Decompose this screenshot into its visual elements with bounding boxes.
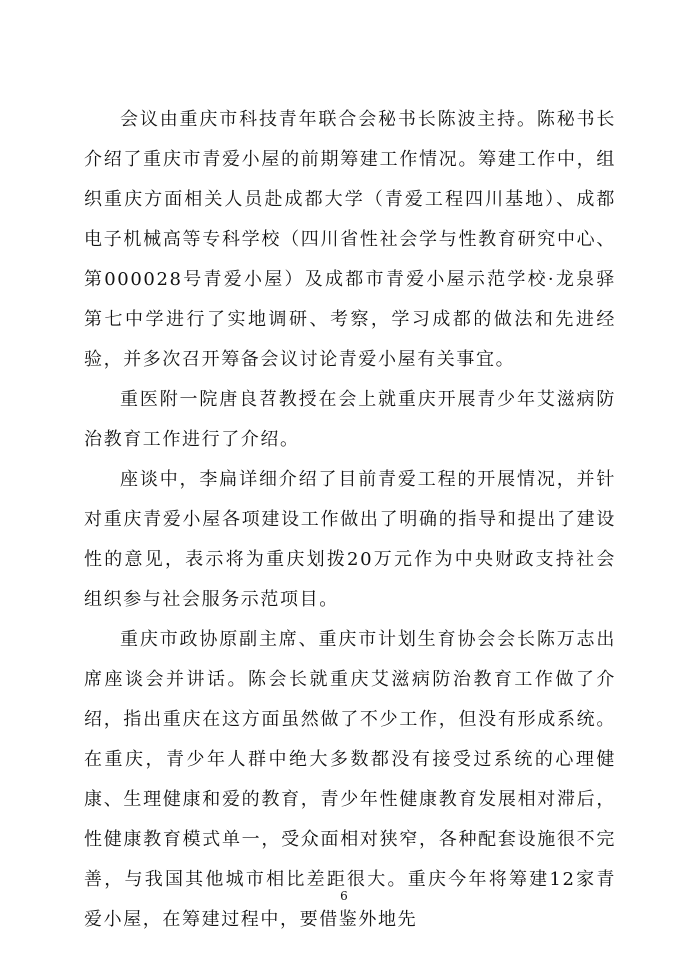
document-body	[84, 100, 616, 940]
page-number: 6	[340, 889, 348, 903]
paragraph-tang-professor: 重医附一院唐良苕教授在会上就重庆开展青少年艾滋病防治教育工作进行了介绍。	[84, 389, 616, 450]
paragraph-meeting-intro: 会议由重庆市科技青年联合会秘书长陈波主持。陈秘书长介绍了重庆市青爱小屋的前期筹建工作情况。筹建工作中，组织重庆方面相关人员赴成都大学（青爱工程四川基地）、成都电子机械高等专科学校（四川省性社会学与性教育研究中心、第000028号青爱小屋）及成都市青爱小屋示范学校·龙泉驿第七中学进行了实地调研、考察，学习成都的做法和先进经验，并多次召开筹备会议讨论青爱小屋有关事宜。	[84, 109, 616, 370]
paragraph-li-bian: 座谈中，李扁详细介绍了目前青爱工程的开展情况，并针对重庆青爱小屋各项建设工作做出了明确的指导和提出了建设性的意见，表示将为重庆划拨20万元作为中央财政支持社会组织参与社会服务示范项目。	[84, 469, 616, 610]
paragraph-chen-wanzhi: 重庆市政协原副主席、重庆市计划生育协会会长陈万志出席座谈会并讲话。陈会长就重庆艾滋病防治教育工作做了介绍，指出重庆在这方面虽然做了不少工作，但没有形成系统。在重庆，青少年人群中绝大多数都没有接受过系统的心理健康、生理健康和爱的教育，青少年性健康教育发展相对滞后，性健康教育模式单一，受众面相对狭窄，各种配套设施很不完善，与我国其他城市相比差距很大。重庆今年将筹建12家青爱小屋，在筹建过程中，要借鉴外地先	[84, 629, 616, 930]
